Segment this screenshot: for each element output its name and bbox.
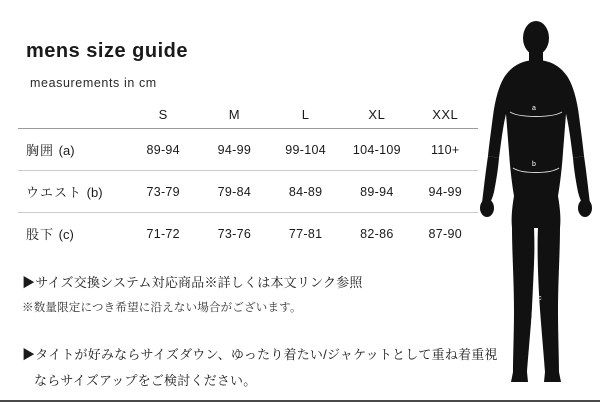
row-label-chest-letter: (a): [58, 143, 75, 158]
page-subtitle: measurements in cm: [30, 76, 157, 90]
row-label-waist-text: ウエスト: [26, 185, 83, 200]
row-label-chest: [18, 129, 128, 171]
male-body-silhouette-shape: [480, 21, 592, 382]
marker-label-a: a: [532, 105, 536, 112]
cell-inseam-xl: 82-86: [360, 226, 394, 241]
column-header-xxl: XXL: [432, 106, 459, 122]
note-fit-advice-line1: ▶タイトが好みならサイズダウン、ゆったり着たい/ジャケットとして重ね着重視: [22, 347, 498, 362]
cell-waist-xxl: 94-99: [428, 184, 462, 199]
row-label-inseam-text: 股下: [26, 227, 55, 243]
cell-inseam-s: 71-72: [146, 226, 180, 241]
note-fit-advice-line2: ならサイズアップをご検討ください。: [34, 373, 257, 388]
column-header-l: L: [301, 106, 310, 122]
table-header-row: [18, 100, 478, 129]
note-limited-quantity: ※数量限定につき希望に沿えない場合がございます。: [22, 302, 302, 314]
cell-chest-xxl: 110+: [431, 142, 460, 157]
cell-waist-m: 79-84: [217, 184, 252, 199]
marker-label-b: b: [532, 161, 536, 168]
row-label-inseam: [18, 213, 128, 255]
cell-inseam-xxl: 87-90: [428, 226, 462, 241]
cell-inseam-l: 77-81: [288, 226, 323, 241]
table-row: [18, 213, 478, 255]
cell-chest-s: 89-94: [146, 142, 180, 157]
row-label-waist: [18, 171, 128, 213]
size-table: [18, 100, 478, 255]
table-body: [18, 129, 478, 255]
row-label-inseam-letter: (c): [58, 227, 74, 243]
column-header-m: M: [228, 106, 241, 122]
table-header: [18, 100, 478, 129]
cell-chest-xl: 104-109: [352, 142, 401, 157]
note-exchange-system: ▶サイズ交換システム対応商品※詳しくは本文リンク参照: [22, 275, 363, 290]
column-header-blank: [18, 100, 128, 129]
cell-waist-l: 84-89: [288, 184, 323, 199]
table-row: [18, 129, 478, 171]
row-label-waist-letter: (b): [86, 185, 103, 200]
cell-inseam-m: 73-76: [217, 226, 252, 241]
body-silhouette-figure: [472, 0, 600, 402]
marker-label-c: c: [538, 295, 542, 302]
table-row: [18, 171, 478, 213]
cell-chest-l: 99-104: [285, 142, 326, 157]
cell-waist-s: 73-79: [146, 184, 180, 199]
column-header-s: S: [158, 106, 168, 122]
page-title: mens size guide: [26, 40, 188, 62]
row-label-chest-text: 胸囲: [26, 143, 55, 158]
column-header-xl: XL: [368, 106, 386, 122]
cell-waist-xl: 89-94: [360, 184, 394, 199]
cell-chest-m: 94-99: [217, 142, 252, 157]
